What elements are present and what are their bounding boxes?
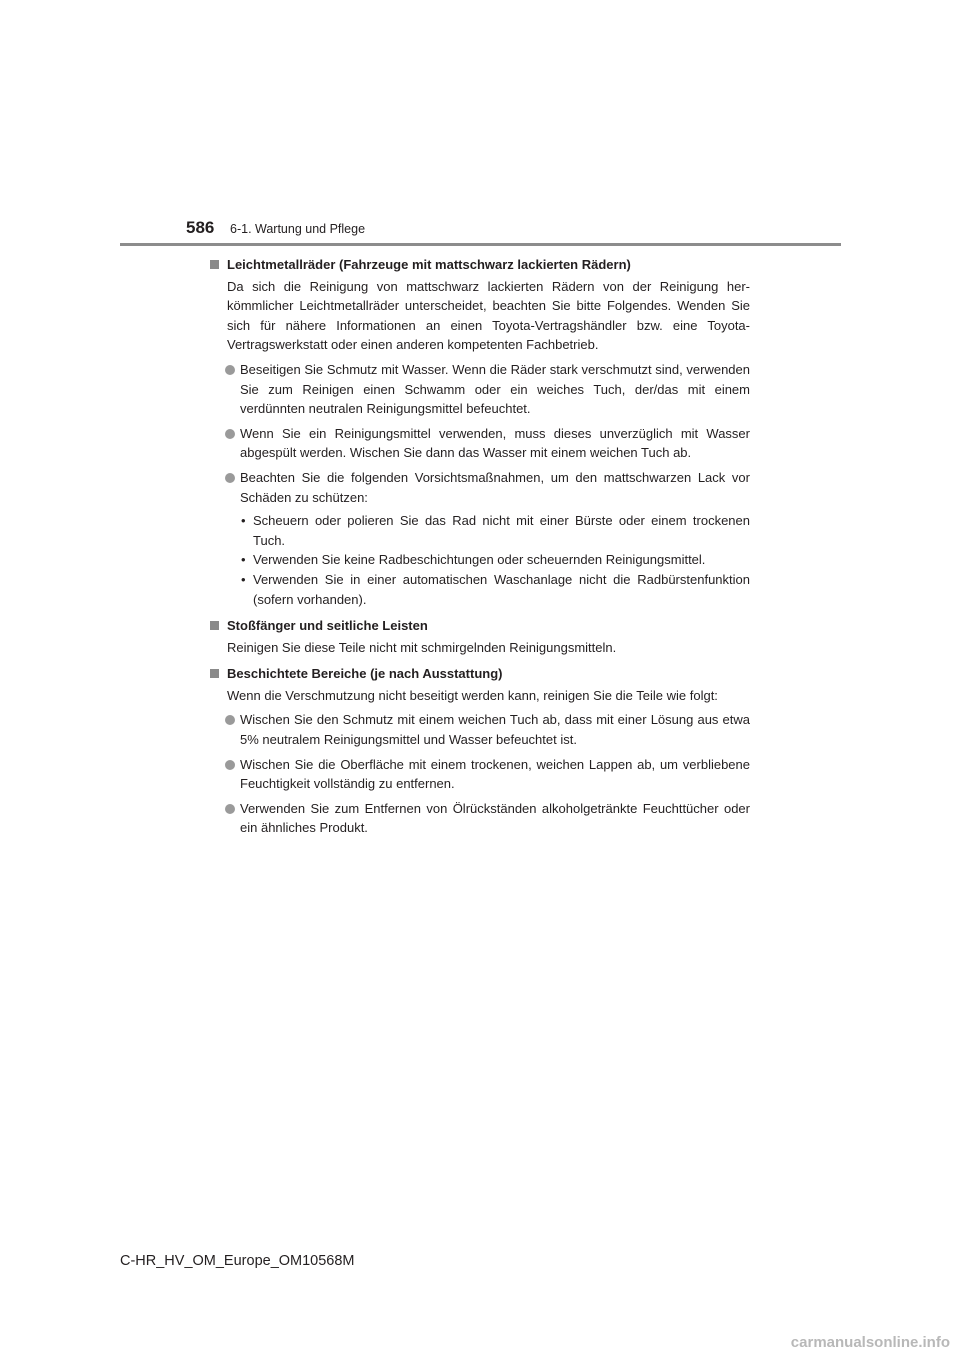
- content: [210, 253, 750, 838]
- square-bullet-icon: [210, 621, 219, 630]
- header-rule: [120, 243, 841, 246]
- circle-bullet-icon: [225, 473, 235, 483]
- list-item-text: Beachten Sie die folgenden Vorsichtsmaßnahmen, um den mattschwarzen Lack vor Schäden zu schützen:: [240, 469, 750, 505]
- footer-document-code: C-HR_HV_OM_Europe_OM10568M: [120, 1253, 355, 1269]
- list-item-text: Verwenden Sie zum Entfernen von Ölrückständen alkoholgetränkte Feuchttücher oder ein ähnliches Produkt.: [240, 800, 750, 836]
- page-number: 586: [186, 218, 215, 237]
- list-item: [210, 799, 750, 838]
- sub-bullet-mark: •: [241, 552, 246, 568]
- heading-coated-areas: [210, 664, 750, 684]
- heading-text: Leichtmetallräder (Fahrzeuge mit mattschwarz lackierten Rädern): [227, 257, 631, 272]
- list-item: [210, 468, 750, 507]
- list-item-text: Wenn Sie ein Reinigungsmittel verwenden, muss dieses unverzüglich mit Wasser abgespült werden. Wischen Sie dann das Wasser mit einem weichen Tuch ab.: [240, 425, 750, 461]
- circle-bullet-icon: [225, 365, 235, 375]
- heading-bumpers: [210, 616, 750, 636]
- paragraph: Wenn die Verschmutzung nicht beseitigt werden kann, reinigen Sie die Teile wie folgt:: [227, 687, 718, 703]
- sub-bullet-mark: •: [241, 571, 246, 587]
- paragraph: Reinigen Sie diese Teile nicht mit schmirgelnden Reinigungsmitteln.: [227, 639, 617, 655]
- square-bullet-icon: [210, 260, 219, 269]
- circle-bullet-icon: [225, 429, 235, 439]
- circle-bullet-icon: [225, 715, 235, 725]
- sub-list-item: [210, 550, 750, 570]
- heading-text: Beschichtete Bereiche (je nach Ausstattung): [227, 666, 503, 682]
- list-item-text: Wischen Sie die Oberfläche mit einem trockenen, weichen Lappen ab, um verbliebene Feuchtigkeit vollständig zu entfernen.: [240, 756, 750, 792]
- sub-list-item-text: Scheuern oder polieren Sie das Rad nicht mit einer Bürste oder einem trockenen Tuch.: [253, 513, 750, 548]
- section-title: 6-1. Wartung und Pflege: [230, 222, 366, 236]
- heading-text: Stoßfänger und seitliche Leisten: [227, 618, 428, 634]
- list-item: [210, 755, 750, 794]
- circle-bullet-icon: [225, 804, 235, 814]
- sub-list-item: [210, 570, 750, 609]
- sub-list-item-text: Verwenden Sie in einer automatischen Waschanlage nicht die Radbürstenfunktion (sofern vorhanden).: [253, 571, 750, 607]
- sub-list-item: [210, 511, 750, 550]
- watermark: carmanualsonline.info: [790, 1334, 950, 1351]
- list-item: [210, 360, 750, 419]
- heading-light-alloy-wheels: [210, 255, 750, 275]
- sub-bullet-mark: •: [241, 513, 246, 529]
- list-item: [210, 424, 750, 463]
- list-item: [210, 710, 750, 749]
- list-item-text: Wischen Sie den Schmutz mit einem weichen Tuch ab, dass mit einer Lösung aus etwa 5% neutralem Reinigungsmittel und Wasser befeuchtet ist.: [240, 712, 750, 748]
- sub-list-item-text: Verwenden Sie keine Radbeschichtungen oder scheuernden Reinigungsmittel.: [253, 552, 706, 568]
- list-item-text: Beseitigen Sie Schmutz mit Wasser. Wenn die Räder stark verschmutzt sind, verwenden Sie zum Reinigen einen Schwamm oder ein weiches Tuch, der/das mit einem verdünnten neutralen Reinigungsmittel befeuchtet.: [240, 361, 750, 417]
- square-bullet-icon: [210, 669, 219, 678]
- circle-bullet-icon: [225, 760, 235, 770]
- paragraph: Da sich die Reinigung von mattschwarz lackierten Rädern von der Reinigung herkömmlicher Leichtmetallräder unterscheidet, beachten Sie bitte Folgendes. Wenden Sie sich für nähere Informationen an einen Toyota-Vertragshändler bzw. eine Toyota-Vertragswerkstatt oder einen anderen kompetenten Fachbetrieb.: [227, 278, 750, 353]
